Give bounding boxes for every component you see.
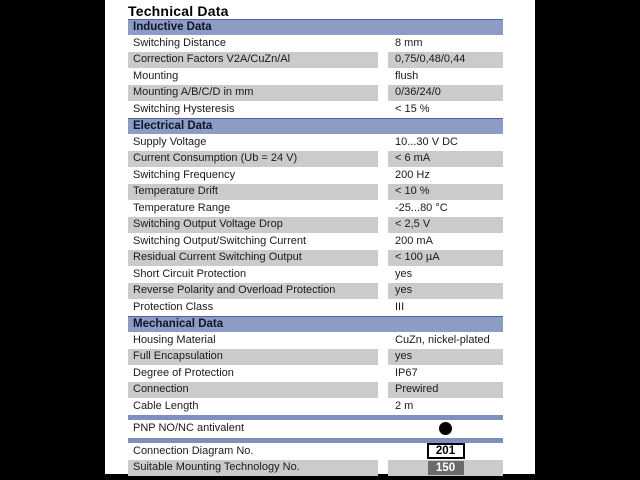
table-row <box>128 349 503 365</box>
connection-diagram-row <box>128 444 503 460</box>
table-row <box>128 151 503 167</box>
spec-label: Mounting <box>133 69 179 82</box>
table-row <box>128 300 503 316</box>
table-row <box>128 168 503 184</box>
spec-label: Connection <box>128 382 378 398</box>
spec-value: -25...80 °C <box>395 201 448 214</box>
filled-circle-icon <box>439 422 452 435</box>
spec-value: yes <box>395 267 413 280</box>
connection-diagram-number: 201 <box>427 443 465 459</box>
spec-value: 200 Hz <box>395 168 430 181</box>
table-row <box>128 52 503 68</box>
section-rows-electrical <box>128 135 503 316</box>
datasheet-content <box>128 0 503 476</box>
spec-label: Supply Voltage <box>133 135 207 148</box>
table-row <box>128 333 503 349</box>
datasheet-page <box>105 0 535 474</box>
section-rows-inductive <box>128 36 503 118</box>
table-row <box>128 184 503 200</box>
spec-label: Cable Length <box>133 399 199 412</box>
table-row <box>128 69 503 85</box>
spec-value: 0/36/24/0 <box>388 85 503 101</box>
spec-value: flush <box>395 69 419 82</box>
table-row <box>128 267 503 283</box>
spec-value <box>388 444 503 460</box>
spec-label: Switching Output Voltage Drop <box>128 217 378 233</box>
spec-label: Switching Hysteresis <box>133 102 235 115</box>
separator-bar <box>128 438 503 443</box>
section-header-inductive-data: Inductive Data <box>128 19 503 35</box>
spec-value: III <box>395 300 405 313</box>
spec-value: 2 m <box>395 399 414 412</box>
mounting-technology-row <box>128 460 503 476</box>
mounting-technology-number: 150 <box>428 461 464 475</box>
spec-value: 200 mA <box>395 234 433 247</box>
page-title: Technical Data <box>128 3 229 19</box>
table-row <box>128 135 503 151</box>
table-row <box>128 250 503 266</box>
table-row <box>128 366 503 382</box>
spec-label: Switching Output/Switching Current <box>133 234 307 247</box>
spec-value: 10...30 V DC <box>395 135 458 148</box>
spec-value: < 10 % <box>388 184 503 200</box>
spec-label: Connection Diagram No. <box>133 444 254 457</box>
spec-value: < 2,5 V <box>388 217 503 233</box>
spec-value: < 15 % <box>395 102 430 115</box>
spec-label: Switching Distance <box>133 36 226 49</box>
table-row <box>128 201 503 217</box>
spec-value: < 6 mA <box>388 151 503 167</box>
spec-value: Prewired <box>388 382 503 398</box>
spec-value <box>388 460 503 476</box>
table-row <box>128 217 503 233</box>
spec-label: Temperature Drift <box>128 184 378 200</box>
spec-value: 8 mm <box>395 36 423 49</box>
section-rows-mechanical <box>128 333 503 415</box>
pnp-output-row <box>128 421 503 437</box>
spec-value: CuZn, nickel-plated <box>395 333 490 346</box>
section-header-electrical-data: Electrical Data <box>128 118 503 134</box>
spec-label: Residual Current Switching Output <box>128 250 378 266</box>
spec-label: Temperature Range <box>133 201 231 214</box>
table-row <box>128 102 503 118</box>
spec-label: Mounting A/B/C/D in mm <box>128 85 378 101</box>
spec-label: Degree of Protection <box>133 366 234 379</box>
spec-value: yes <box>388 349 503 365</box>
spec-value: < 100 µA <box>388 250 503 266</box>
table-row <box>128 234 503 250</box>
spec-label: Reverse Polarity and Overload Protection <box>128 283 378 299</box>
spec-label: Housing Material <box>133 333 216 346</box>
spec-value: 0,75/0,48/0,44 <box>388 52 503 68</box>
spec-label: Current Consumption (Ub = 24 V) <box>128 151 378 167</box>
spec-value: IP67 <box>395 366 418 379</box>
table-row <box>128 85 503 101</box>
spec-value <box>388 421 503 437</box>
section-header-mechanical-data: Mechanical Data <box>128 316 503 332</box>
table-row <box>128 36 503 52</box>
separator-bar <box>128 415 503 420</box>
table-row <box>128 283 503 299</box>
spec-label: Switching Frequency <box>133 168 236 181</box>
spec-label: Full Encapsulation <box>128 349 378 365</box>
table-row <box>128 382 503 398</box>
spec-label: PNP NO/NC antivalent <box>133 422 245 434</box>
spec-label: Correction Factors V2A/CuZn/Al <box>128 52 378 68</box>
spec-value: yes <box>388 283 503 299</box>
spec-label: Suitable Mounting Technology No. <box>128 460 378 476</box>
table-row <box>128 399 503 415</box>
spec-label: Short Circuit Protection <box>133 267 247 280</box>
spec-label: Protection Class <box>133 300 214 313</box>
